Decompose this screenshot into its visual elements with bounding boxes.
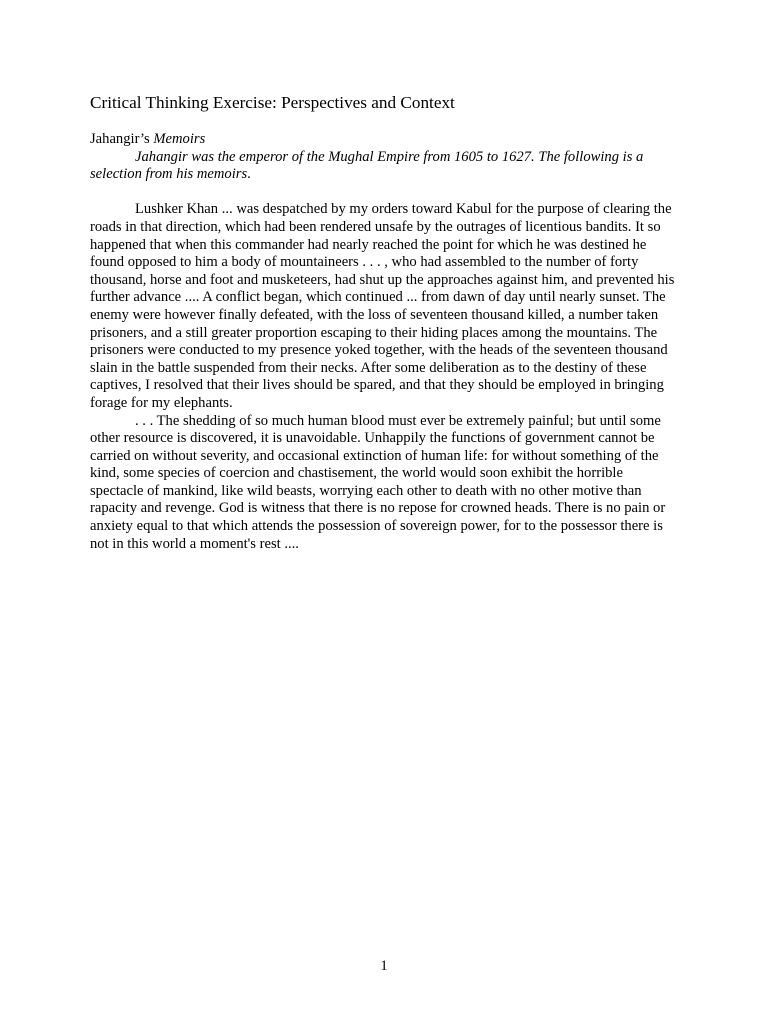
body-paragraph: . . . The shedding of so much human blood must ever be extremely painful; but until some other resource is discovered, it is unavoidable. Unhappily the functions of government cannot be carried on without severity, and occasional extinction of human life: for without something of the kind, some species of coercion and chastisement, the world would soon exhibit the horrible spectacle of mankind, like wild beasts, worrying each other to death with no other motive than rapacity and revenge. God is witness that there is no repose for crowned heads. There is no pain or anxiety equal to that which attends the possession of sovereign power, for to the possessor there is not in this world a moment's rest ....: [90, 412, 666, 552]
source-heading: [90, 131, 678, 149]
intro-text: Jahangir was the emperor of the Mughal Empire from 1605 to 1627. The following is a selection from his memoirs: [90, 148, 644, 183]
source-title: Memoirs: [153, 131, 206, 147]
intro-period: .: [247, 166, 251, 183]
document-page: [90, 92, 678, 553]
page-title: Critical Thinking Exercise: Perspectives and Context: [90, 93, 455, 112]
intro-note: [90, 149, 678, 184]
page-number: 1: [380, 958, 388, 974]
blank-line: [90, 184, 678, 202]
body-paragraph: Lushker Khan ... was despatched by my orders toward Kabul for the purpose of clearing the roads in that direction, which had been rendered unsafe by the outrages of licentious bandits. It so happened that when this commander had nearly reached the point for which he was destined he found opposed to him a body of mountaineers . . . , who had assembled to the number of forty thousand, horse and foot and musketeers, had shut up the approaches against him, and prevented his further advance .... A conflict began, which continued ... from dawn of day until nearly sunset. The enemy were however finally defeated, with the loss of seventeen thousand killed, a number taken prisoners, and a still greater proportion escaping to their hiding places among the mountains. The prisoners were conducted to my presence yoked together, with the heads of the seventeen thousand slain in the battle suspended from their necks. After some deliberation as to the destiny of these captives, I resolved that their lives should be spared, and that they should be employed in bringing forage for my elephants.: [90, 201, 675, 411]
source-prefix: Jahangir’s: [90, 131, 154, 147]
